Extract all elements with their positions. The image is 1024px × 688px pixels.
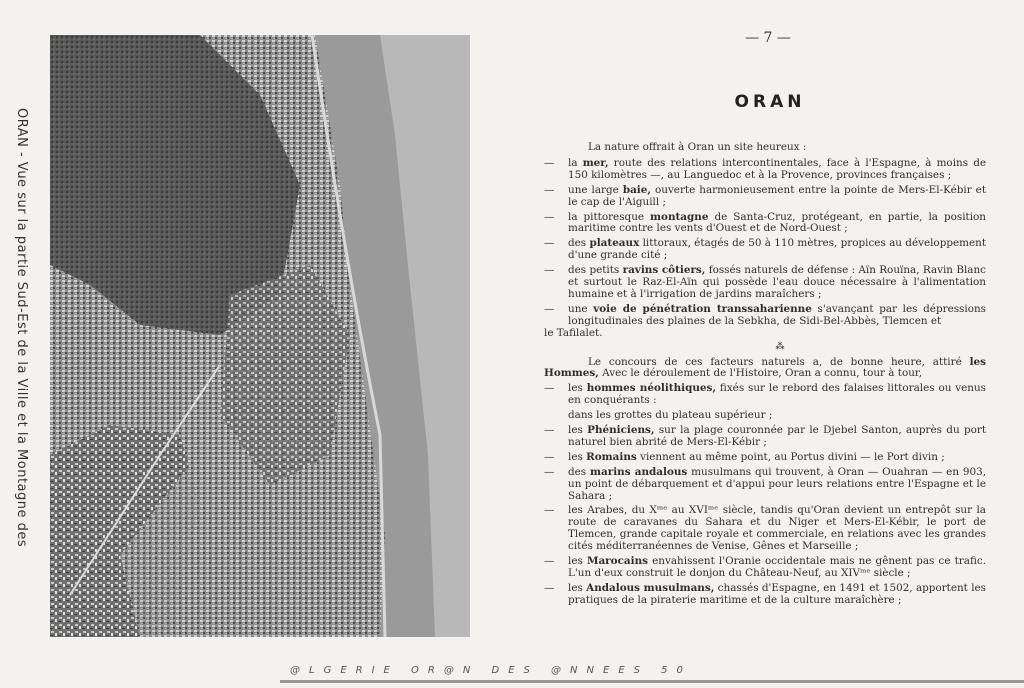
feature-text-end: ouverte harmonieusement entre la pointe de Mers-El-Kébir et le cap de l'Aiguill ; <box>568 183 986 208</box>
history-text-end: musulmans qui trouvent, à Oran — Ouahran — en 903, un point de débarquement et d'appui pour leurs relations entre l'Espagne et le Sahara ; <box>568 465 987 502</box>
aerial-photo-illustration <box>50 35 470 637</box>
feature-keyword: plateaux <box>589 237 640 250</box>
intro-paragraph: La nature offrait à Oran un site heureux : <box>588 141 807 153</box>
history-item <box>544 505 986 553</box>
feature-item <box>544 158 986 182</box>
photo-caption: ORAN - Vue sur la partie Sud-Est de la Ville et la Montagne des <box>14 108 29 548</box>
feature-text: des petits <box>568 264 623 277</box>
history-text-end: chassés d'Espagne, en 1491 et 1502, apportent les pratiques de la piraterie maritime et de la culture maraîchère ; <box>568 581 986 606</box>
history-item <box>544 467 986 503</box>
history-text: les <box>568 382 587 395</box>
feature-text-end: s'avançant par les dépressions longitudinales des plaines de la Sebkha, de Sidi-Bel-Abbès, Tlemcen et <box>568 302 986 327</box>
footer-rule <box>280 680 1024 683</box>
bullet-dash: — <box>544 424 555 437</box>
bullet-dash: — <box>544 156 555 169</box>
concours-text-start: Le concours de ces facteurs naturels a, de bonne heure, attiré <box>588 355 970 368</box>
feature-keyword: baie, <box>622 183 651 196</box>
history-item <box>544 583 986 607</box>
article-body <box>544 142 986 610</box>
history-text: les <box>568 581 587 594</box>
history-item <box>544 452 986 464</box>
feature-item <box>544 185 986 209</box>
history-keyword: Romains <box>586 450 637 463</box>
history-text: les Arabes, du Xᵐᵉ au XVIᵐᵉ siècle, tandis qu'Oran devient un entrepôt sur la route de caravanes du Sahara et du Niger et Mers-El-Kébir, le port de Tlemcen, grande capitale royale et commerciale, en relations avec les grandes cités méditerranéennes de Venise, Gênes et Marseille ; <box>568 504 986 553</box>
separator-mark: ⁂ <box>775 341 785 352</box>
history-item <box>544 425 986 449</box>
concours-paragraph <box>544 357 986 381</box>
history-keyword: hommes néolithiques, <box>586 382 717 395</box>
history-keyword: Marocains <box>586 555 649 568</box>
history-text: les <box>568 424 588 437</box>
feature-text-end: littoraux, étagés de 50 à 110 mètres, propices au développement d'une grande cité ; <box>568 237 987 262</box>
bullet-dash: — <box>544 465 555 478</box>
bullet-dash: — <box>544 264 555 277</box>
history-item <box>544 383 986 407</box>
bullet-dash: — <box>544 183 555 196</box>
feature-item <box>544 304 986 328</box>
history-list <box>544 383 986 606</box>
feature-keyword: montagne <box>650 210 709 223</box>
bullet-dash: — <box>544 555 555 568</box>
history-text-end: sur la plage couronnée par le Djebel Santon, auprès du port naturel bien abrité de Mers-El-Kébir ; <box>568 424 987 448</box>
history-text: les <box>568 555 587 568</box>
feature-keyword: mer, <box>582 156 609 169</box>
site-features-list <box>544 158 986 328</box>
feature-text: la pittoresque <box>568 210 651 223</box>
feature-item <box>544 265 986 301</box>
history-text: dans les grottes du plateau supérieur ; <box>568 409 773 422</box>
history-item <box>544 410 986 422</box>
history-text-end: envahissent l'Oranie occidentale mais ne gênent pas ce trafic. L'un d'eux construit le donjon du Château-Neuf, au XIVᵐᵉ siècle ; <box>568 555 987 579</box>
history-item <box>544 556 986 580</box>
history-keyword: marins andalous <box>590 465 688 478</box>
feature-item <box>544 212 986 236</box>
feature-text: une <box>568 302 594 315</box>
bullet-dash: — <box>544 504 555 517</box>
bullet-dash: — <box>544 237 555 250</box>
aerial-photo-oran <box>50 35 470 637</box>
feature-text: la <box>568 156 583 169</box>
features-tail: le Tafilalet. <box>544 326 603 339</box>
history-text-end: viennent au même point, au Portus divini — le Port divin ; <box>636 450 945 463</box>
page-title: ORAN <box>734 92 806 112</box>
feature-text: une large <box>568 183 623 196</box>
history-text: des <box>568 465 590 478</box>
feature-text-end: de Santa-Cruz, protégeant, en partie, la position maritime contre les vents d'Ouest et de Nord-Ouest ; <box>568 210 986 235</box>
history-keyword: Phéniciens, <box>587 424 655 437</box>
history-keyword: Andalous musulmans, <box>586 581 715 594</box>
concours-bold: les Hommes, <box>544 355 986 380</box>
history-text-end: fixés sur le rebord des falaises littorales ou venus en conquérants : <box>568 382 987 407</box>
bullet-dash: — <box>544 581 555 594</box>
page-number: — 7 — <box>745 30 791 46</box>
watermark-footer: @LGERIE OR@N DES @NNEES 50 <box>290 665 692 676</box>
feature-item <box>544 238 986 262</box>
feature-text-end: route des relations intercontinentales, face à l'Espagne, à moins de 150 kilomètres —, au Languedoc et à la Provence, provinces françaises ; <box>568 156 986 181</box>
bullet-dash: — <box>544 210 555 223</box>
feature-keyword: voie de pénétration transsaharienne <box>593 302 812 315</box>
feature-text: des <box>568 237 590 250</box>
history-text: les <box>568 450 587 463</box>
bullet-dash: — <box>544 302 555 315</box>
feature-keyword: ravins côtiers, <box>622 264 706 277</box>
bullet-dash: — <box>544 450 555 463</box>
bullet-dash: — <box>544 382 555 395</box>
concours-text-end: Avec le déroulement de l'Histoire, Oran a connu, tour à tour, <box>598 367 923 380</box>
feature-text-end: fossés naturels de défense : Aïn Rouïna, Ravin Blanc et surtout le Raz-El-Aïn qui possède l'eau douce nécessaire à l'alimentation humaine et à l'irrigation de jardins maraîchers ; <box>568 264 986 300</box>
